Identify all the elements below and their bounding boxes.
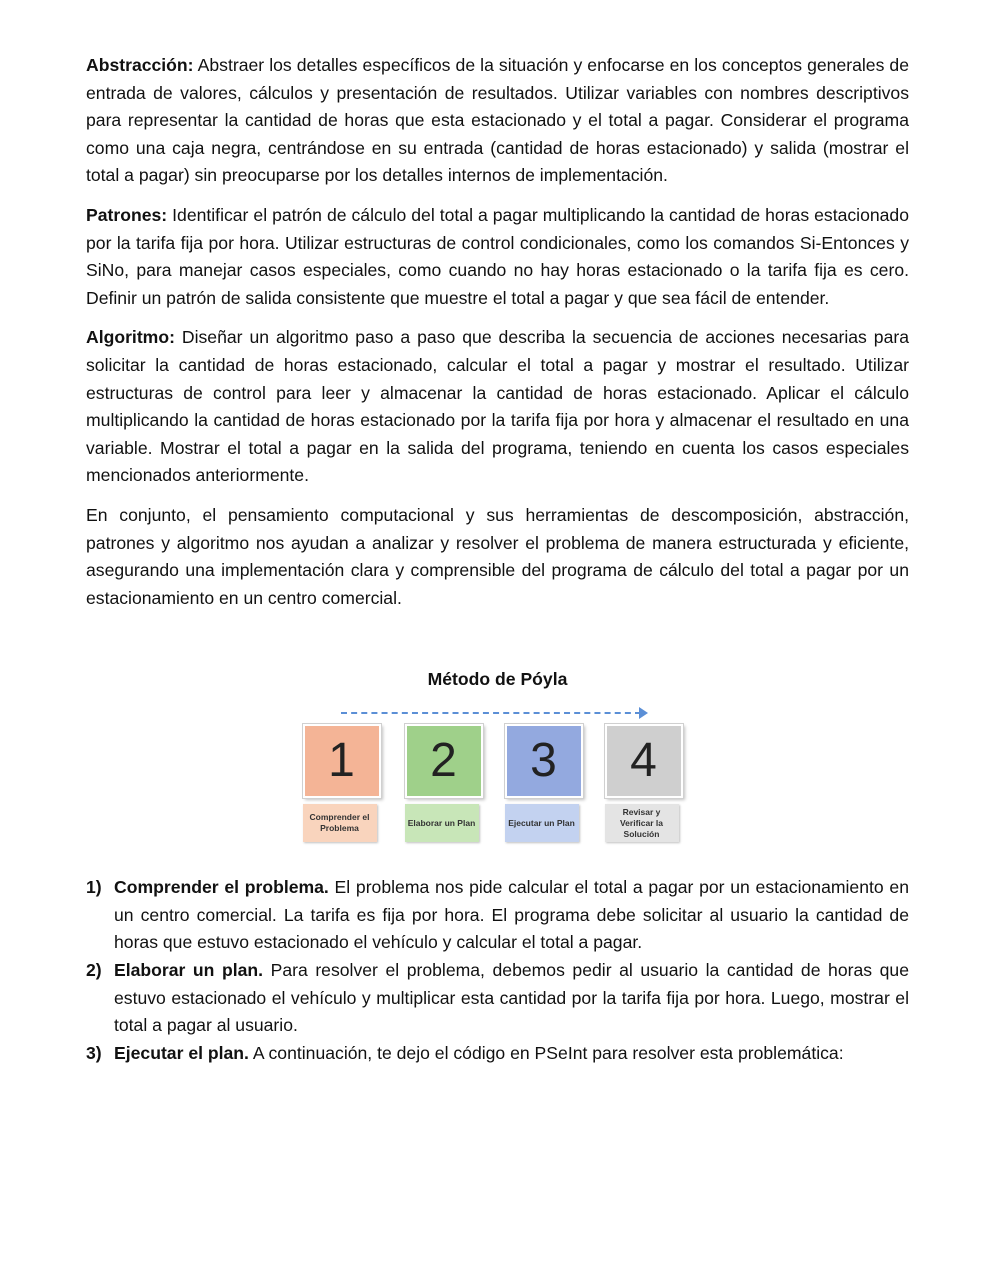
step-label-box xyxy=(505,804,579,842)
figure-title: Método de Póyla xyxy=(427,669,568,690)
list-item xyxy=(86,1040,909,1068)
paragraph-patrones xyxy=(86,202,909,312)
step-label: Revisar y Verificar la Solución xyxy=(619,806,663,839)
step-2 xyxy=(405,724,479,842)
step-label-box xyxy=(303,804,377,842)
step-label-box xyxy=(605,804,679,842)
list-item-lead: Comprender el problema. xyxy=(114,877,329,898)
step-number-box: 2 xyxy=(405,724,483,798)
step-number-box: 4 xyxy=(605,724,683,798)
step-label: Elaborar un Plan xyxy=(407,817,476,828)
paragraph-lead: Abstracción: xyxy=(86,55,194,75)
list-item-lead: Elaborar un plan. xyxy=(114,960,264,981)
list-item xyxy=(86,957,909,1040)
list-item xyxy=(86,874,909,957)
list-item-text: Para resolver el problema, debemos pedir al usuario la cantidad de horas que estuvo estacionado el vehículo y multiplicar esta cantidad por la tarifa fija por hora. Luego, mostrar el total a pagar al usuario. xyxy=(114,960,909,1036)
step-number-box: 1 xyxy=(303,724,381,798)
step-label: Comprender el Problema xyxy=(309,812,370,834)
step-4 xyxy=(605,724,679,842)
paragraph-algoritmo xyxy=(86,324,909,490)
paragraph-abstraccion xyxy=(86,52,909,190)
list-item-text: El problema nos pide calcular el total a pagar por un estacionamiento en un centro comercial. La tarifa es fija por hora. El programa debe solicitar al usuario la cantidad de horas que estuvo estacionado el vehículo y calcular el total a pagar. xyxy=(114,877,909,953)
step-number-box: 3 xyxy=(505,724,583,798)
arrow-head-icon xyxy=(639,707,648,719)
paragraph-text: En conjunto, el pensamiento computacional y sus herramientas de descomposición, abstracción, patrones y algoritmo nos ayudan a analizar y resolver el problema de manera estructurada y eficiente, asegurando una implementación clara y comprensible del programa de cálculo del total a pagar por un estacionamiento en un centro comercial. xyxy=(86,504,909,608)
paragraph-lead: Algoritmo: xyxy=(86,327,175,348)
polya-diagram xyxy=(303,702,693,852)
step-label: Ejecutar un Plan xyxy=(508,817,575,828)
document-page xyxy=(86,52,909,1067)
paragraph-conjunto xyxy=(86,502,909,612)
paragraph-text: Diseñar un algoritmo paso a paso que describa la secuencia de acciones necesarias para solicitar la cantidad de horas estacionado, calcular el total a pagar y mostrar el resultado. Utilizar estructuras de control para leer y almacenar la cantidad de horas estacionado. Aplicar el cálculo multiplicando la cantidad de horas estacionado por la tarifa fija por hora y almacenar el resultado en una variable. Mostrar el total a pagar en la salida del programa, teniendo en cuenta los casos especiales mencionados anteriormente. xyxy=(86,327,909,486)
dashed-arrow-line xyxy=(341,712,641,714)
paragraph-text: Identificar el patrón de cálculo del total a pagar multiplicando la cantidad de horas estacionado por la tarifa fija por hora. Utilizar estructuras de control condicionales, como los comandos Si-Entonces y SiNo, para manejar casos especiales, como cuando no hay horas estacionado o la tarifa fija es cero. Definir un patrón de salida consistente que muestre el total a pagar y que sea fácil de entender. xyxy=(86,204,909,308)
paragraph-lead: Patrones: xyxy=(86,204,168,225)
list-item-text: A continuación, te dejo el código en PSeInt para resolver esta problemática: xyxy=(248,1042,844,1063)
list-item-lead: Ejecutar el plan. xyxy=(114,1042,249,1063)
step-1 xyxy=(303,724,377,842)
list-number: 1) xyxy=(86,877,102,898)
numbered-list xyxy=(86,874,909,1067)
list-number: 2) xyxy=(86,960,102,981)
step-3 xyxy=(505,724,579,842)
list-number: 3) xyxy=(86,1042,102,1063)
paragraph-text: Abstraer los detalles específicos de la situación y enfocarse en los conceptos generales de entrada de valores, cálculos y presentación de resultados. Utilizar variables con nombres descriptivos para representar la cantidad de horas que esta estacionado y el total a pagar. Considerar el programa como una caja negra, centrándose en su entrada (cantidad de horas estacionado) y salida (mostrar el total a pagar) sin preocuparse por los detalles internos de implementación. xyxy=(86,55,909,186)
step-label-box xyxy=(405,804,479,842)
